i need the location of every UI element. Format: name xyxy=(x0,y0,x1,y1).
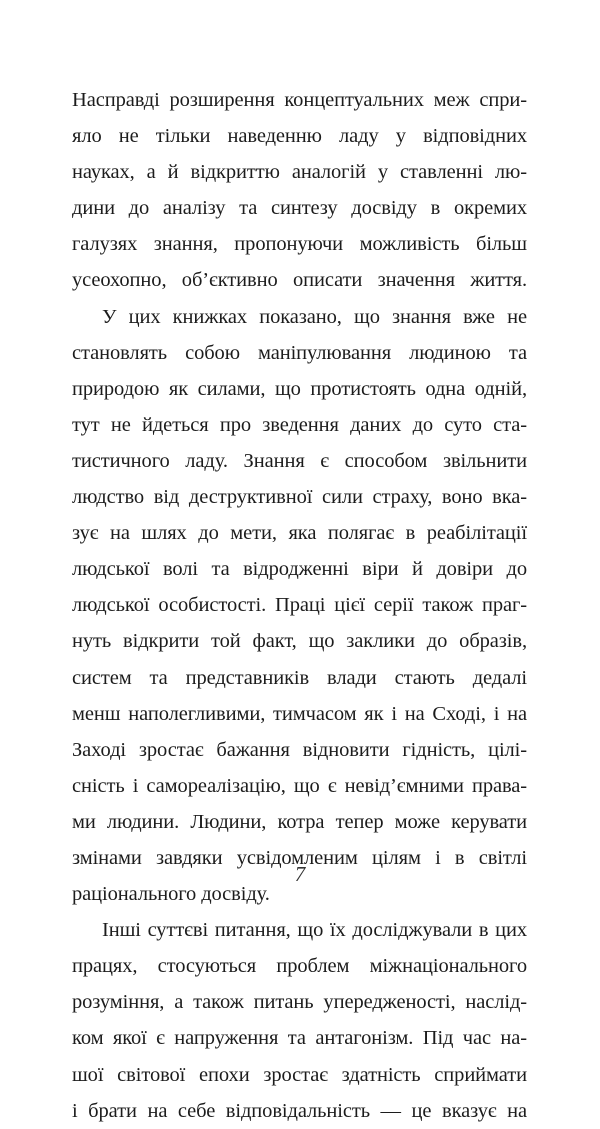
text-line: яло не тільки наведенню ладу у відповідних xyxy=(72,125,527,148)
text-line: Насправді розширення концептуальних меж спри- xyxy=(72,89,527,111)
text-line: природою як силами, що протистоять одна одній, xyxy=(72,377,527,400)
text-line: Заході зростає бажання відновити гідність, цілі- xyxy=(72,738,527,761)
text-line: систем та представників влади стають дедалі xyxy=(72,666,527,689)
page-number: 7 xyxy=(294,862,306,886)
text-line: нуть відкрити той факт, що заклики до образів, xyxy=(72,630,527,653)
text-line: усеохопно, об’єктивно описати значення життя. xyxy=(72,269,527,292)
text-line: розуміння, а також питань упередженості, наслід- xyxy=(72,991,527,1014)
text-line: тистичного ладу. Знання є способом звільнити xyxy=(72,449,527,472)
text-line: людство від деструктивної сили страху, воно вка- xyxy=(72,486,527,509)
text-line: зує на шлях до мети, яка полягає в реабілітації xyxy=(72,522,527,545)
text-line: змінами завдяки усвідомленим цілям і в світлі xyxy=(72,846,527,869)
text-line: ком якої є напруження та антагонізм. Під час на- xyxy=(72,1027,527,1050)
text-line: раціонального досвіду. xyxy=(72,883,270,906)
text-line: людської особистості. Праці цієї серії також праг- xyxy=(72,594,527,617)
text-line: і брати на себе відповідальність — це вказує на xyxy=(72,1099,527,1122)
body-text xyxy=(72,82,527,1129)
text-line: менш наполегливими, тимчасом як і на Сході, і на xyxy=(72,702,527,725)
text-line: галузях знання, пропонуючи можливість більш xyxy=(72,233,527,256)
text-line: тут не йдеться про зведення даних до суто ста- xyxy=(72,413,527,436)
text-line: Інші суттєві питання, що їх досліджували в цих xyxy=(102,919,527,942)
text-line: шої світової епохи зростає здатність сприймати xyxy=(72,1063,527,1086)
text-line: науках, а й відкриттю аналогій у ставленні лю- xyxy=(72,161,527,184)
text-line: людської волі та відродженні віри й довіри до xyxy=(72,558,527,581)
text-line: становлять собою маніпулювання людиною та xyxy=(72,341,527,364)
text-line: сність і самореалізацію, що є невід’ємними права- xyxy=(72,774,527,797)
text-line: У цих книжках показано, що знання вже не xyxy=(102,305,527,328)
text-line: працях, стосуються проблем міжнаціонального xyxy=(72,955,527,978)
text-line: дини до аналізу та синтезу досвіду в окремих xyxy=(72,197,527,220)
text-line: ми людини. Людини, котра тепер може керувати xyxy=(72,810,527,833)
